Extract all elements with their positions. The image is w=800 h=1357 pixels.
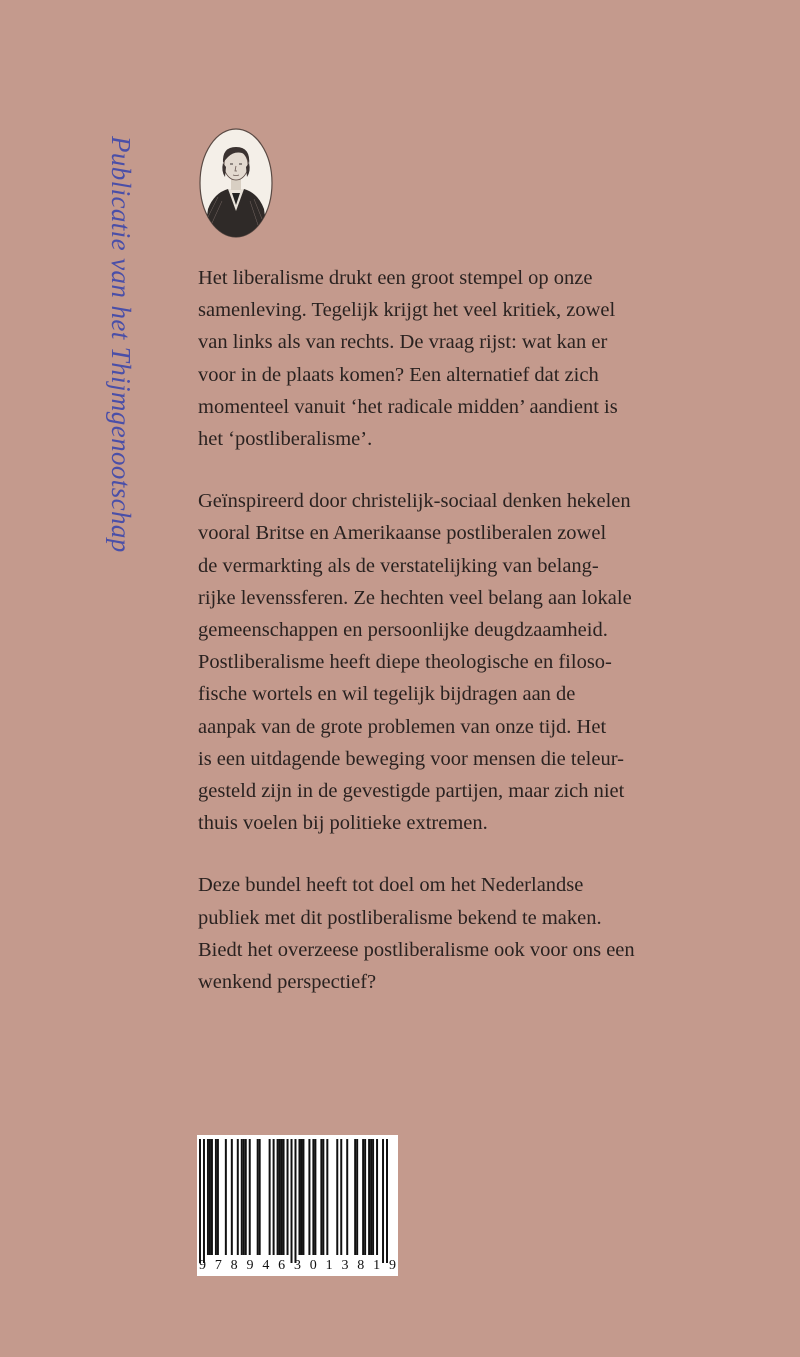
barcode-bar (386, 1139, 388, 1263)
text-line: aanpak van de grote problemen van onze tijd. Het (198, 715, 607, 738)
text-line: Geïnspireerd door christelijk-sociaal denken hekelen (198, 490, 631, 513)
barcode-bar (298, 1139, 300, 1255)
barcode-bar (287, 1139, 289, 1255)
barcode-bar (279, 1139, 281, 1255)
barcode-bar (322, 1139, 324, 1255)
barcode-bars (197, 1135, 398, 1276)
barcode-bar (209, 1139, 211, 1255)
barcode-bar (257, 1139, 259, 1255)
text-line: de vermarkting als de verstatelijking van belang- (198, 554, 599, 577)
barcode-bar (312, 1139, 314, 1255)
text-line: thuis voelen bij politieke extremen. (198, 812, 488, 835)
text-line: gemeenschappen en persoonlijke deugdzaamheid. (198, 619, 608, 642)
barcode-bar (281, 1139, 283, 1255)
isbn-digit: 0 (309, 1258, 317, 1273)
isbn-digit: 7 (214, 1258, 222, 1273)
text-line: vooral Britse en Amerikaanse postliberalen zowel (198, 522, 607, 545)
text-line: samenleving. Tegelijk krijgt het veel kritiek, zowel (198, 299, 616, 322)
barcode-bar (283, 1139, 285, 1255)
text-line: is een uitdagende beweging voor mensen die teleur- (198, 747, 624, 770)
series-title: Publicatie van het Thijmgenootschap (106, 136, 136, 553)
barcode-bar (249, 1139, 251, 1255)
isbn-digit: 1 (373, 1258, 381, 1273)
barcode-bar (215, 1139, 217, 1255)
isbn-digit: 3 (293, 1258, 301, 1273)
barcode-bar (302, 1139, 304, 1255)
isbn-digit: 9 (388, 1258, 396, 1273)
barcode-bar (326, 1139, 328, 1255)
barcode-bar (364, 1139, 366, 1255)
barcode-bar (225, 1139, 227, 1255)
text-line: gesteld zijn in de gevestigde partijen, maar zich niet (198, 780, 625, 803)
text-line: voor in de plaats komen? Een alternatief dat zich (198, 363, 599, 386)
barcode-bar (294, 1139, 296, 1263)
barcode-bar (368, 1139, 370, 1255)
text-line: wenkend perspectief? (198, 971, 377, 994)
barcode-bar (277, 1139, 279, 1255)
blurb-paragraph-1 (198, 262, 758, 455)
isbn-digit: 8 (230, 1258, 238, 1273)
isbn-digit: 9 (199, 1258, 206, 1273)
barcode-bar (243, 1139, 245, 1255)
barcode-bar (273, 1139, 275, 1255)
barcode-bar (259, 1139, 261, 1255)
text-line: van links als van rechts. De vraag rijst: wat kan er (198, 331, 608, 354)
portrait-engraving-icon (198, 127, 274, 239)
barcode-bar (320, 1139, 322, 1255)
text-line: Postliberalisme heeft diepe theologische en filoso- (198, 651, 612, 674)
barcode-bar (231, 1139, 233, 1255)
barcode-bar (336, 1139, 338, 1255)
barcode-bar (207, 1139, 209, 1255)
barcode-bar (362, 1139, 364, 1255)
barcode-bar (356, 1139, 358, 1255)
barcode-bar (308, 1139, 310, 1255)
blurb-paragraph-2 (198, 485, 758, 839)
blurb-paragraph-3 (198, 869, 758, 998)
barcode-bar (237, 1139, 239, 1255)
text-line: fische wortels en wil tegelijk bijdragen aan de (198, 683, 576, 706)
barcode-bar (300, 1139, 302, 1255)
barcode-bar (370, 1139, 372, 1255)
barcode-bar (354, 1139, 356, 1255)
barcode-bar (217, 1139, 219, 1255)
barcode-bar (376, 1139, 378, 1255)
isbn-digit: 1 (325, 1258, 333, 1273)
isbn-digit: 9 (246, 1258, 254, 1273)
barcode-bar (340, 1139, 342, 1255)
barcode-bar (346, 1139, 348, 1255)
isbn-digit: 8 (357, 1258, 365, 1273)
text-line: publiek met dit postliberalisme bekend te maken. (198, 906, 602, 929)
text-line: Deze bundel heeft tot doel om het Nederlandse (198, 874, 584, 897)
text-line: momenteel vanuit ‘het radicale midden’ aandient is (198, 395, 618, 418)
barcode-bar (245, 1139, 247, 1255)
text-line: het ‘postliberalisme’. (198, 428, 373, 451)
isbn-digit: 3 (341, 1258, 349, 1273)
isbn-digits (199, 1258, 396, 1274)
barcode-bar (199, 1139, 201, 1263)
text-line: Biedt het overzeese postliberalisme ook voor ons een (198, 938, 635, 961)
barcode-bar (269, 1139, 271, 1255)
portrait-medallion (198, 127, 274, 239)
barcode-bar (314, 1139, 316, 1255)
barcode-bar (203, 1139, 205, 1263)
barcode-bar (211, 1139, 213, 1255)
text-line: Het liberalisme drukt een groot stempel op onze (198, 267, 593, 289)
barcode-bar (241, 1139, 243, 1255)
back-cover-blurb (198, 262, 758, 1028)
isbn-digit: 6 (278, 1258, 286, 1273)
barcode-bar (291, 1139, 293, 1263)
isbn-barcode (197, 1135, 398, 1276)
barcode-bar (372, 1139, 374, 1255)
barcode-bar (382, 1139, 384, 1263)
isbn-digit: 4 (262, 1258, 270, 1273)
text-line: rijke levenssferen. Ze hechten veel belang aan lokale (198, 586, 632, 609)
